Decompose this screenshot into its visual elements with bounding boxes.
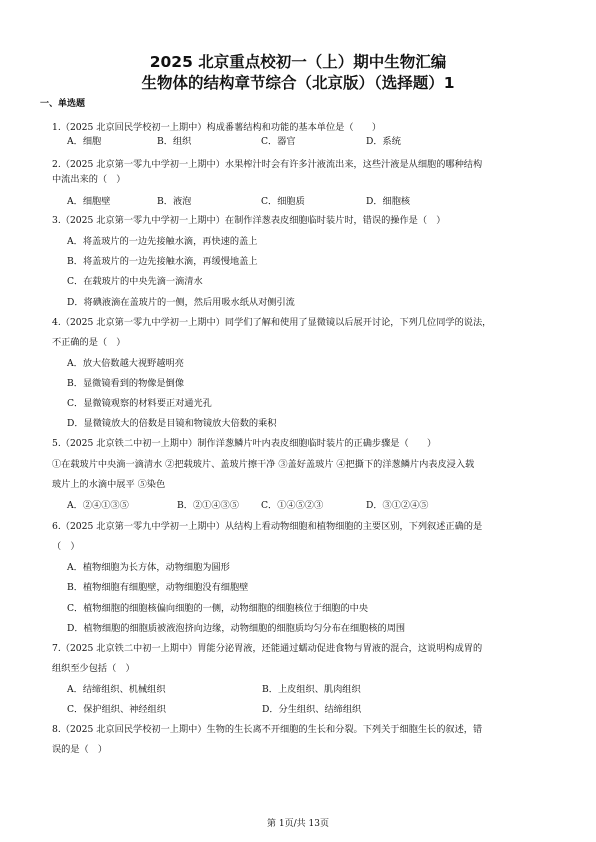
option-b: B．植物细胞有细胞壁，动物细胞没有细胞壁 [67, 582, 249, 593]
option-c: C．细胞质 [261, 196, 305, 207]
option-a: A．细胞壁 [67, 196, 111, 207]
option-d: D．植物细胞的细胞质被液泡挤向边缘，动物细胞的细胞质均匀分布在细胞核的周围 [67, 623, 406, 634]
question-8-stem-line2: 误的是（ ） [52, 744, 108, 755]
option-c: C．显微镜观察的材料要正对通光孔 [67, 398, 212, 409]
option-a: A．植物细胞为长方体，动物细胞为圆形 [67, 562, 230, 573]
question-7-stem-line2: 组织至少包括（ ） [52, 663, 135, 674]
question-5-detail-line2: 玻片上的水滴中展平 ⑤染色 [52, 479, 166, 490]
option-b: B．组织 [157, 136, 192, 147]
option-d: D．将碘液滴在盖玻片的一侧，然后用吸水纸从对侧引流 [67, 297, 295, 308]
option-c: C．①④⑤②③ [261, 500, 324, 511]
option-b: B．②①④③⑤ [177, 500, 239, 511]
question-2-stem-line1: 2.（2025 北京第一零九中学初一上期中）水果榨汁时会有许多汁液流出来，这些汁液是从细胞的哪种结构 [52, 159, 483, 170]
question-stem: 1.（2025 北京回民学校初一上期中）构成番薯结构和功能的基本单位是（ ） [52, 122, 382, 133]
option-a: A．放大倍数越大视野越明亮 [67, 358, 184, 369]
option-d: D．系统 [366, 136, 401, 147]
option-b: B．将盖玻片的一边先接触水滴，再缓慢地盖上 [67, 256, 258, 267]
option-a: A．将盖玻片的一边先接触水滴，再快速的盖上 [67, 236, 258, 247]
option-c: C．植物细胞的细胞核偏向细胞的一侧，动物细胞的细胞核位于细胞的中央 [67, 603, 369, 614]
option-d: D．③①②④⑤ [366, 500, 429, 511]
question-6-stem-line2: （ ） [52, 541, 80, 552]
question-7-stem-line1: 7.（2025 北京铁二中初一上期中）胃能分泌胃液，还能通过蠕动促进食物与胃液的混合，这说明构成胃的 [52, 643, 483, 654]
option-c: C．在载玻片的中央先滴一滴清水 [67, 276, 203, 287]
question-1 [52, 117, 562, 139]
option-d: D．显微镜放大的倍数是目镜和物镜放大倍数的乘积 [67, 418, 277, 429]
question-4-stem-line1: 4.（2025 北京第一零九中学初一上期中）同学们了解和使用了显微镜以后展开讨论，下列几位同学的说法， [52, 317, 492, 328]
question-5-detail-line1: ①在载玻片中央滴一滴清水 ②把载玻片、盖玻片擦干净 ③盖好盖玻片 ④把撕下的洋葱鳞片内表皮浸入载 [52, 459, 475, 470]
option-c: C．保护组织、神经组织 [67, 704, 166, 715]
section-title: 一、单选题 [40, 99, 86, 109]
question-4-stem-line2: 不正确的是（ ） [52, 337, 126, 348]
option-c: C．器官 [261, 136, 296, 147]
option-a: A．结缔组织、机械组织 [67, 684, 166, 695]
option-a: A．细胞 [67, 136, 102, 147]
page-title-line1: 2025 北京重点校初一（上）期中生物汇编 [149, 53, 447, 71]
question-6-stem-line1: 6.（2025 北京第一零九中学初一上期中）从结构上看动物细胞和植物细胞的主要区别，下列叙述正确的是 [52, 521, 483, 532]
question-5-stem: 5.（2025 北京铁二中初一上期中）制作洋葱鳞片叶内表皮细胞临时装片的正确步骤是（ ） [52, 438, 437, 449]
option-a: A．②④①③⑤ [67, 500, 129, 511]
option-d: D．细胞核 [366, 196, 411, 207]
page-title-line2: 生物体的结构章节综合（北京版）（选择题）1 [141, 74, 455, 92]
page-footer: 第 1页/共 13页 [267, 819, 329, 829]
question-2-stem-line2: 中流出来的（ ） [52, 174, 126, 185]
question-8-stem-line1: 8.（2025 北京回民学校初一上期中）生物的生长离不开细胞的生长和分裂。下列关于细胞生长的叙述，错 [52, 724, 483, 735]
question-3-stem: 3.（2025 北京第一零九中学初一上期中）在制作洋葱表皮细胞临时装片时，错误的操作是（ ） [52, 215, 446, 226]
option-b: B．上皮组织、肌肉组织 [262, 684, 361, 695]
option-d: D．分生组织、结缔组织 [262, 704, 362, 715]
option-b: B．液泡 [157, 196, 192, 207]
option-b: B．显微镜看到的物像是倒像 [67, 378, 185, 389]
